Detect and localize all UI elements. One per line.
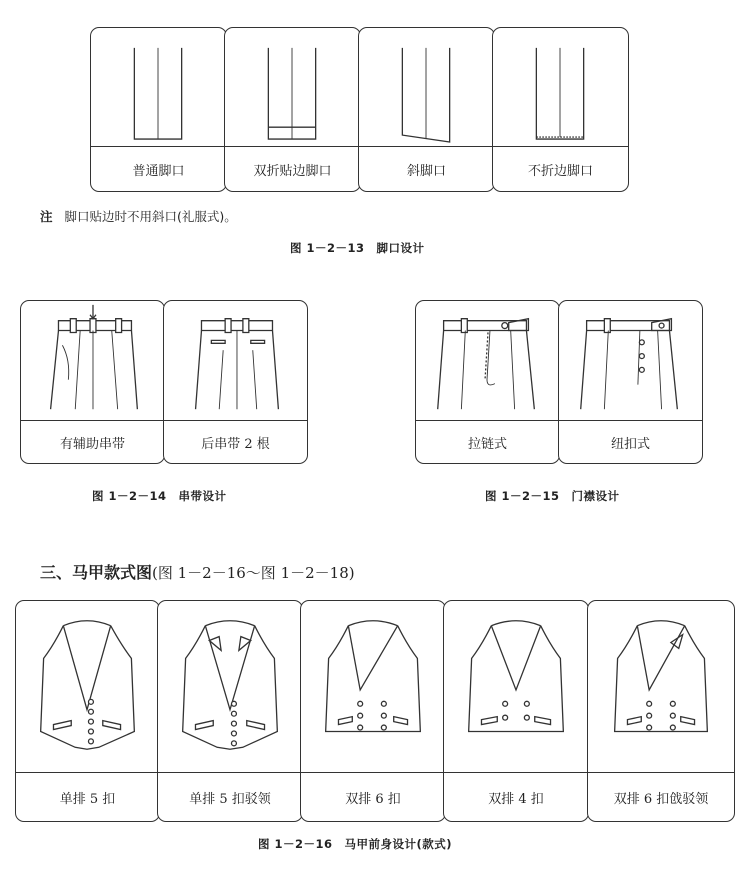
vest-card-double-4: [443, 600, 589, 822]
button-fly-illustration: [559, 301, 702, 421]
vest-label-single-5-lapel: 单排 5 扣驳领: [158, 772, 302, 821]
vest-heading-title: 三、马甲款式图: [40, 563, 153, 582]
raw-edge-hem-illustration: [493, 28, 628, 147]
single-breasted-5-button-vest-illustration: [16, 601, 159, 773]
double-breasted-6-button-peak-lapel-vest-illustration: [588, 601, 734, 773]
belt-loop-label-auxiliary: 有辅助串带: [21, 420, 164, 463]
double-fold-hem-illustration: [225, 28, 360, 147]
vest-card-double-6-peak-lapel: [587, 600, 735, 822]
belt-loop-card-auxiliary: [20, 300, 165, 464]
double-breasted-6-button-vest-illustration: [301, 601, 445, 773]
hem-note: [40, 207, 237, 225]
vest-card-single-5: [15, 600, 160, 822]
hem-card-double-fold: [224, 27, 361, 192]
figure-caption-1-2-16: 图 1－2－16 马甲前身设计(款式): [258, 837, 453, 851]
note-prefix: 注: [40, 209, 53, 224]
hem-label-plain: 普通脚口: [91, 146, 226, 191]
back-two-loops-illustration: [164, 301, 307, 421]
hem-label-slanted: 斜脚口: [359, 146, 494, 191]
double-breasted-4-button-vest-illustration: [444, 601, 588, 773]
belt-loop-label-back-two: 后串带 2 根: [164, 420, 307, 463]
figure-caption-1-2-14: 图 1－2－14 串带设计: [92, 489, 227, 503]
vest-card-double-6: [300, 600, 446, 822]
vest-section-heading: [40, 560, 355, 583]
hem-card-plain: [90, 27, 227, 192]
figure-caption-1-2-15: 图 1－2－15 门襟设计: [485, 489, 620, 503]
hem-card-raw-edge: [492, 27, 629, 192]
fly-label-button: 纽扣式: [559, 420, 702, 463]
fly-card-button: [558, 300, 703, 464]
belt-loop-card-back-two: [163, 300, 308, 464]
vest-label-double-4: 双排 4 扣: [444, 772, 588, 821]
single-breasted-5-button-lapel-vest-illustration: [158, 601, 302, 773]
fly-label-zipper: 拉链式: [416, 420, 559, 463]
hem-label-double-fold: 双折贴边脚口: [225, 146, 360, 191]
hem-label-raw-edge: 不折边脚口: [493, 146, 628, 191]
auxiliary-belt-loop-illustration: [21, 301, 164, 421]
slanted-hem-illustration: [359, 28, 494, 147]
figure-caption-1-2-13: 图 1－2－13 脚口设计: [290, 241, 425, 255]
vest-label-single-5: 单排 5 扣: [16, 772, 159, 821]
vest-heading-reference: (图 1－2－16～图 1－2－18): [152, 564, 355, 582]
vest-label-double-6: 双排 6 扣: [301, 772, 445, 821]
hem-card-slanted: [358, 27, 495, 192]
fly-card-zipper: [415, 300, 560, 464]
vest-card-single-5-lapel: [157, 600, 303, 822]
note-text: 脚口贴边时不用斜口(礼服式)。: [64, 209, 237, 224]
vest-label-double-6-peak-lapel: 双排 6 扣戗驳领: [588, 772, 734, 821]
plain-hem-illustration: [91, 28, 226, 147]
zipper-fly-illustration: [416, 301, 559, 421]
